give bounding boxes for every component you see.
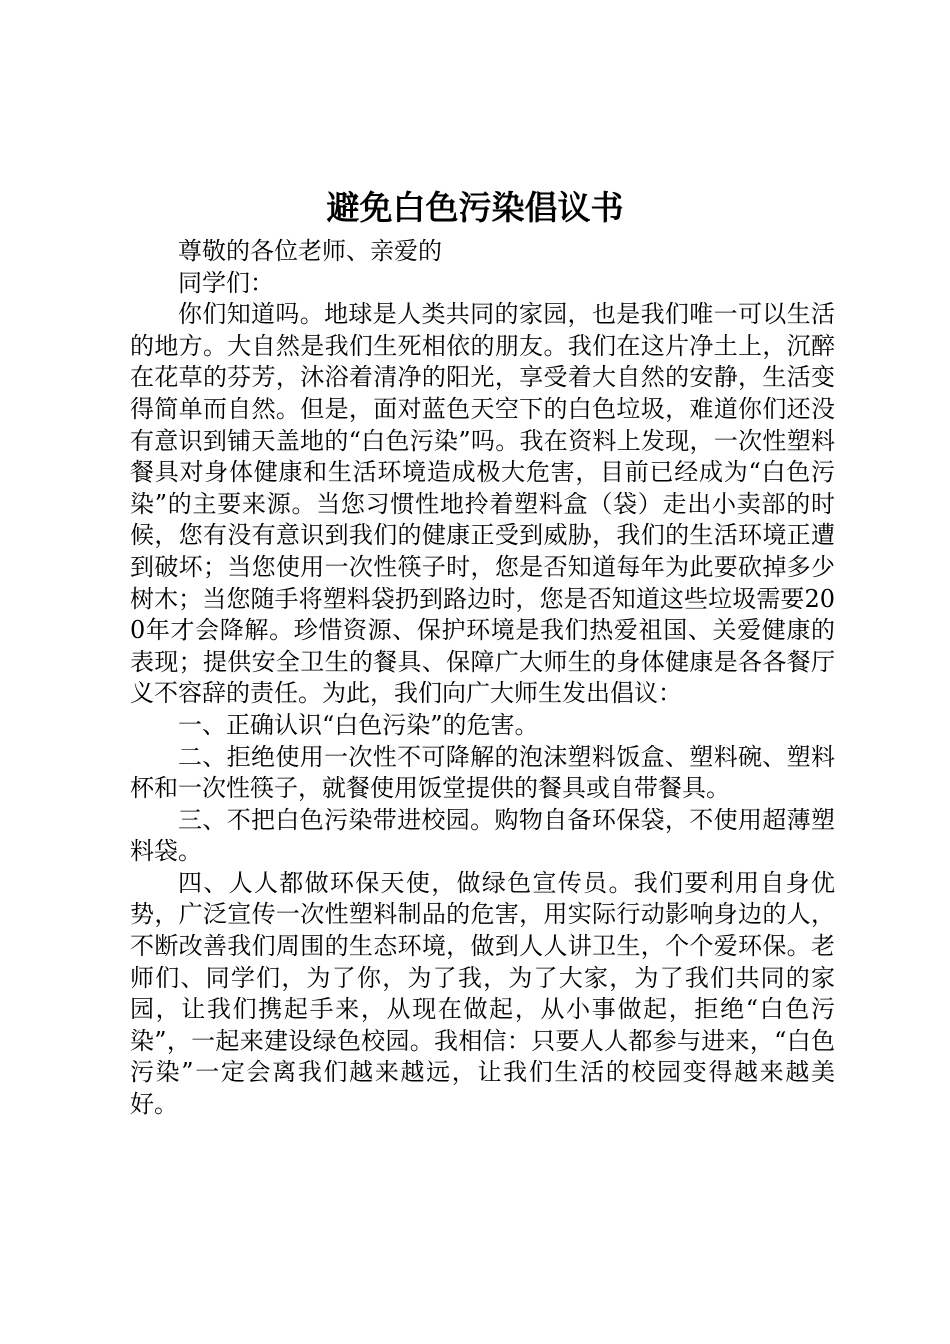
paragraph-proposal-3: 三、不把白色污染带进校园。购物自备环保袋，不使用超薄塑料袋。 [130,805,835,866]
paragraph-intro: 你们知道吗。地球是人类共同的家园，也是我们唯一可以生活的地方。大自然是我们生死相依的朋友。我们在这片净土上，沉醉在花草的芬芳，沐浴着清净的阳光，享受着大自然的安静，生活变得简单而自然。但是，面对蓝色天空下的白色垃圾，难道你们还没有意识到铺天盖地的“白色污染”吗。我在资料上发现，一次性塑料餐具对身体健康和生活环境造成极大危害，目前已经成为“白色污染”的主要来源。当您习惯性地拎着塑料盒（袋）走出小卖部的时候，您有没有意识到我们的健康正受到威胁，我们的生活环境正遭到破坏；当您使用一次性筷子时，您是否知道每年为此要砍掉多少树木；当您随手将塑料袋扔到路边时，您是否知道这些垃圾需要200年才会降解。珍惜资源、保护环境是我们热爱祖国、关爱健康的表现；提供安全卫生的餐具、保障广大师生的身体健康是各各餐厅义不容辞的责任。为此，我们向广大师生发出倡议： [130,300,835,708]
greeting-line-2: 同学们： [178,268,274,297]
document-title: 避免白色污染倡议书 [326,188,624,227]
paragraph-proposal-2: 二、拒绝使用一次性不可降解的泡沫塑料饭盒、塑料碗、塑料杯和一次性筷子，就餐使用饭堂提供的餐具或自带餐具。 [130,742,835,803]
paragraph-proposal-1: 一、正确认识“白色污染”的危害。 [178,710,539,739]
document-body [130,236,835,1121]
paragraph-proposal-4: 四、人人都做环保天使，做绿色宣传员。我们要利用自身优势，广泛宣传一次性塑料制品的危害，用实际行动影响身边的人，不断改善我们周围的生态环境，做到人人讲卫生，个个爱环保。老师们、同学们，为了你，为了我，为了大家，为了我们共同的家园，让我们携起手来，从现在做起，从小事做起，拒绝“白色污染”，一起来建设绿色校园。我相信：只要人人都参与进来，“白色污染”一定会离我们越来越远，让我们生活的校园变得越来越美好。 [130,868,835,1119]
greeting-line-1: 尊敬的各位老师、亲爱的 [178,237,442,265]
